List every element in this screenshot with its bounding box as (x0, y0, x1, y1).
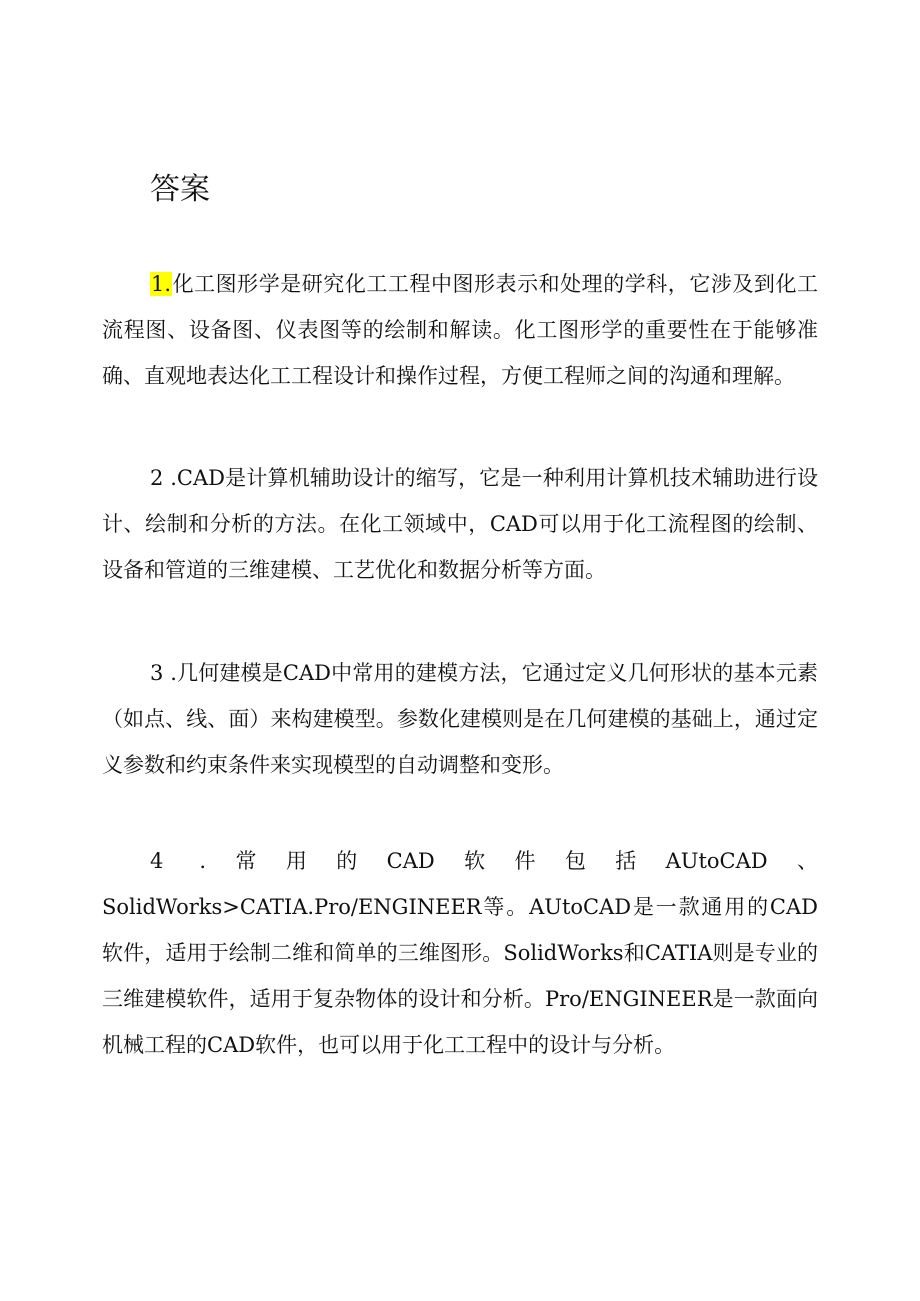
answer-paragraph-3 (102, 650, 818, 788)
item-number-3: 3 . (150, 661, 177, 685)
answer-text-1: 化工图形学是研究化工工程中图形表示和处理的学科，它涉及到化工流程图、设备图、仪表图等的绘制和解读。化工图形学的重要性在于能够准确、直观地表达化工工程设计和操作过程，方便工程师之间的沟通和理解。 (102, 272, 818, 388)
answer-paragraph-4 (102, 838, 818, 1068)
answer-text-3: 几何建模是CAD中常用的建模方法，它通过定义几何形状的基本元素（如点、线、面）来构建模型。参数化建模则是在几何建模的基础上，通过定义参数和约束条件来实现模型的自动调整和变形。 (102, 661, 818, 777)
answer-paragraph-1 (102, 261, 818, 399)
highlighted-item-number: 1. (151, 272, 172, 296)
answer-text-4: 常用的CAD软件包括AUtoCAD、SolidWorks>CATIA.Pro/ENGINEER等。AUtoCAD是一款通用的CAD软件，适用于绘制二维和简单的三维图形。SolidWorks和CATIA则是专业的三维建模软件，适用于复杂物体的设计和分析。Pro/ENGINEER是一款面向机械工程的CAD软件，也可以用于化工工程中的设计与分析。 (102, 849, 818, 1057)
item-number-2: 2 . (150, 466, 177, 490)
answer-paragraph-2 (102, 455, 818, 593)
answer-text-2: CAD是计算机辅助设计的缩写，它是一种利用计算机技术辅助进行设计、绘制和分析的方法。在化工领域中，CAD可以用于化工流程图的绘制、设备和管道的三维建模、工艺优化和数据分析等方面。 (102, 466, 818, 582)
item-number-4: 4 . (150, 849, 207, 873)
page-title: 答案 (150, 172, 210, 207)
